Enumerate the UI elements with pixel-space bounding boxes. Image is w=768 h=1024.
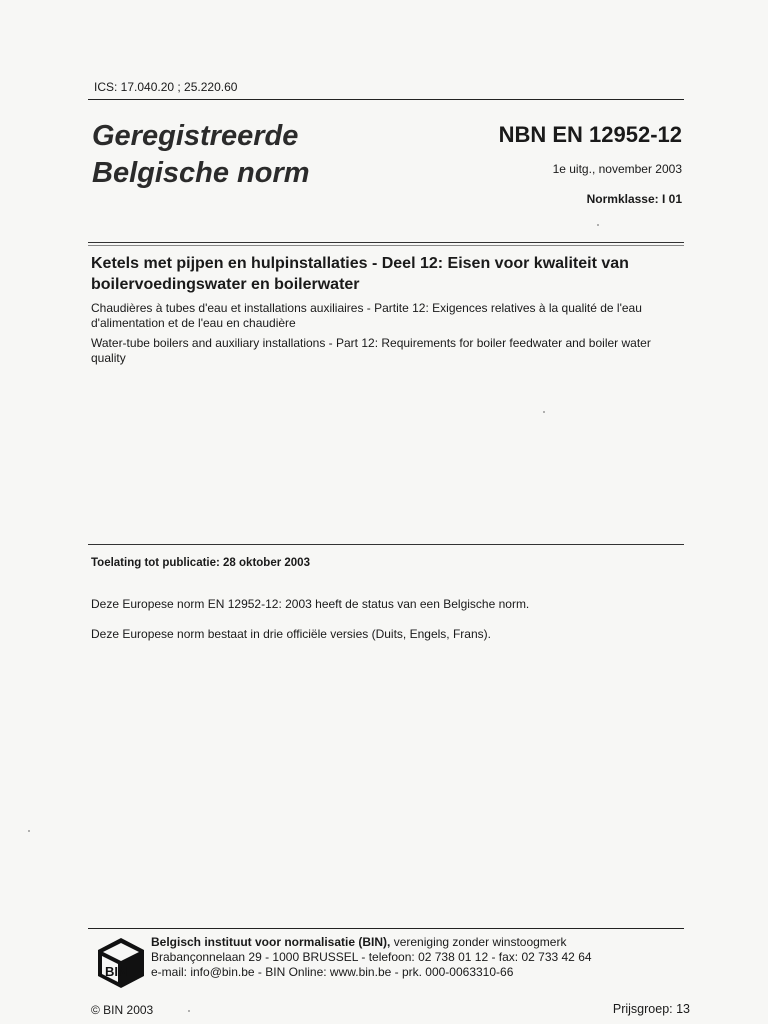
scan-speck	[543, 411, 545, 413]
copyright: © BIN 2003	[91, 1003, 154, 1017]
document-type-title	[92, 118, 310, 192]
price-group: Prijsgroep: 13	[612, 1002, 690, 1016]
main-title-nl: Ketels met pijpen en hulpinstallaties - Deel 12: Eisen voor kwaliteit van boilervoedingswater en boilerwater	[91, 255, 629, 293]
title-line-1: Geregistreerde	[92, 120, 299, 152]
edition-info: 1e uitg., november 2003	[552, 162, 682, 176]
scan-speck	[28, 830, 30, 832]
scan-speck	[597, 224, 599, 226]
versions-statement: Deze Europese norm bestaat in drie officiële versies (Duits, Engels, Frans).	[91, 627, 491, 641]
bin-logo-icon	[96, 936, 146, 990]
institute-description: vereniging zonder winstoogmerk	[390, 935, 567, 949]
norm-class: Normklasse: I 01	[586, 192, 682, 206]
footer-divider	[88, 928, 684, 929]
institute-name: Belgisch instituut voor normalisatie (BIN),	[151, 935, 391, 949]
scan-speck	[188, 1010, 190, 1012]
title-divider	[88, 242, 684, 243]
standard-number: NBN EN 12952-12	[498, 122, 682, 147]
institute-line	[151, 935, 691, 950]
title-en: Water-tube boilers and auxiliary installations - Part 12: Requirements for boiler feedwater and boiler water quality	[91, 336, 651, 365]
ics-code: ICS: 17.040.20 ; 25.220.60	[94, 80, 238, 94]
institute-address: Brabançonnelaan 29 - 1000 BRUSSEL - telefoon: 02 738 01 12 - fax: 02 733 42 64	[151, 950, 592, 964]
title-divider-secondary	[88, 245, 684, 246]
status-statement: Deze Europese norm EN 12952-12: 2003 heeft de status van een Belgische norm.	[91, 597, 530, 611]
publication-divider	[88, 544, 684, 545]
logo-text: BIN	[105, 964, 128, 979]
title-fr: Chaudières à tubes d'eau et installations auxiliaires - Partite 12: Exigences relatives à la qualité de l'eau d'alimentation et de l'eau en chaudière	[91, 301, 642, 330]
top-divider	[88, 99, 684, 100]
institute-contact: e-mail: info@bin.be - BIN Online: www.bin.be - prk. 000-0063310-66	[151, 965, 514, 979]
publication-approval: Toelating tot publicatie: 28 oktober 2003	[91, 557, 310, 569]
footer-institute	[151, 935, 691, 980]
title-line-2: Belgische norm	[92, 157, 310, 189]
